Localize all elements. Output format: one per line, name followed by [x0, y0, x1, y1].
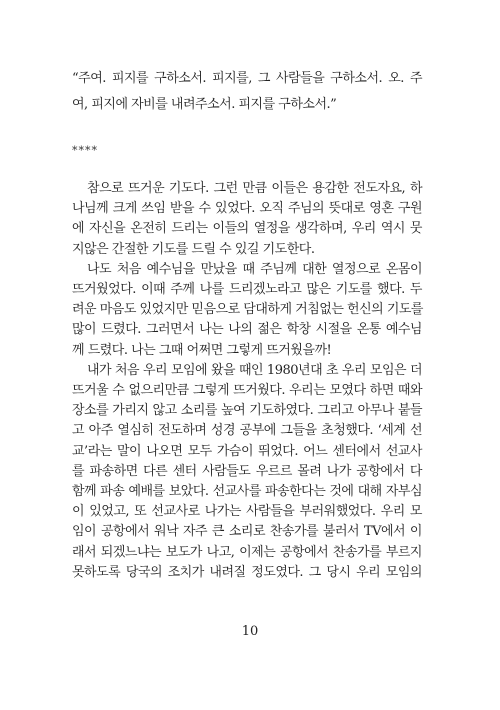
- paragraph-line: 교’라는 말이 나오면 모두 가슴이 뛰었다. 어느 센터에서 선교사: [72, 443, 422, 459]
- paragraph-line: 께 드렸다. 나는 그때 어쩌면 그렇게 뜨거웠을까!: [72, 342, 332, 358]
- paragraph-line: 못하도록 당국의 조치가 내려질 정도였다. 그 당시 우리 모임의: [72, 564, 422, 580]
- paragraph-line: 래서 되겠느냐는 보도가 나고, 이제는 공항에서 찬송가를 부르지: [72, 544, 422, 560]
- quote-line: 여, 피지에 자비를 내려주소서. 피지를 구하소서.”: [72, 97, 337, 112]
- paragraph-line: 나님께 크게 쓰임 받을 수 있었다. 오직 주님의 뜻대로 영혼 구원: [72, 201, 422, 217]
- quote-line: “주여. 피지를 구하소서. 피지를, 그 사람들을 구하소서. 오. 주: [72, 71, 422, 86]
- paragraph-line: 고 아주 열심히 전도하며 성경 공부에 그들을 초청했다. ‘세계 선: [72, 423, 422, 439]
- paragraph-line: 뜨거울 수 없으리만큼 그렇게 뜨거웠다. 우리는 모였다 하면 때와: [72, 383, 422, 398]
- paragraph-line: 함께 파송 예배를 보았다. 선교사를 파송한다는 것에 대해 자부심: [72, 484, 422, 499]
- paragraph-line: 에 자신을 온전히 드리는 이들의 열정을 생각하며, 우리 역시 뭇: [72, 221, 422, 237]
- paragraph-line: 장소를 가리지 않고 소리를 높여 기도하였다. 그리고 아무나 붙들: [72, 403, 422, 419]
- paragraph-line: 내가 처음 우리 모임에 왔을 때인 1980년대 초 우리 모임은 더: [87, 362, 422, 378]
- paragraph-line: 많이 드렸다. 그러면서 나는 나의 젊은 학창 시절을 온통 예수님: [72, 322, 422, 338]
- paragraph-line: 나도 처음 예수님을 만났을 때 주님께 대한 열정으로 온몸이: [87, 261, 422, 277]
- paragraph-line: 지않은 간절한 기도를 드릴 수 있길 기도한다.: [72, 241, 315, 257]
- paragraph-line: 이 있었고, 또 선교사로 나가는 사람들을 부러워했었다. 우리 모: [72, 504, 422, 520]
- section-divider: ****: [72, 144, 98, 157]
- page-number: 10: [241, 624, 259, 639]
- paragraph-line: 임이 공항에서 워낙 자주 큰 소리로 찬송가를 불러서 TV에서 이: [72, 524, 422, 540]
- paragraph-line: 를 파송하면 다른 센터 사람들도 우르르 몰려 나가 공항에서 다: [72, 463, 422, 479]
- paragraph-line: 뜨거웠었다. 이때 주께 나를 드리겠노라고 많은 기도를 했다. 두: [72, 282, 422, 297]
- paragraph-line: 참으로 뜨거운 기도다. 그런 만큼 이들은 용감한 전도자요, 하: [87, 181, 422, 196]
- paragraph-line: 려운 마음도 있었지만 믿음으로 담대하게 거침없는 헌신의 기도를: [72, 302, 423, 318]
